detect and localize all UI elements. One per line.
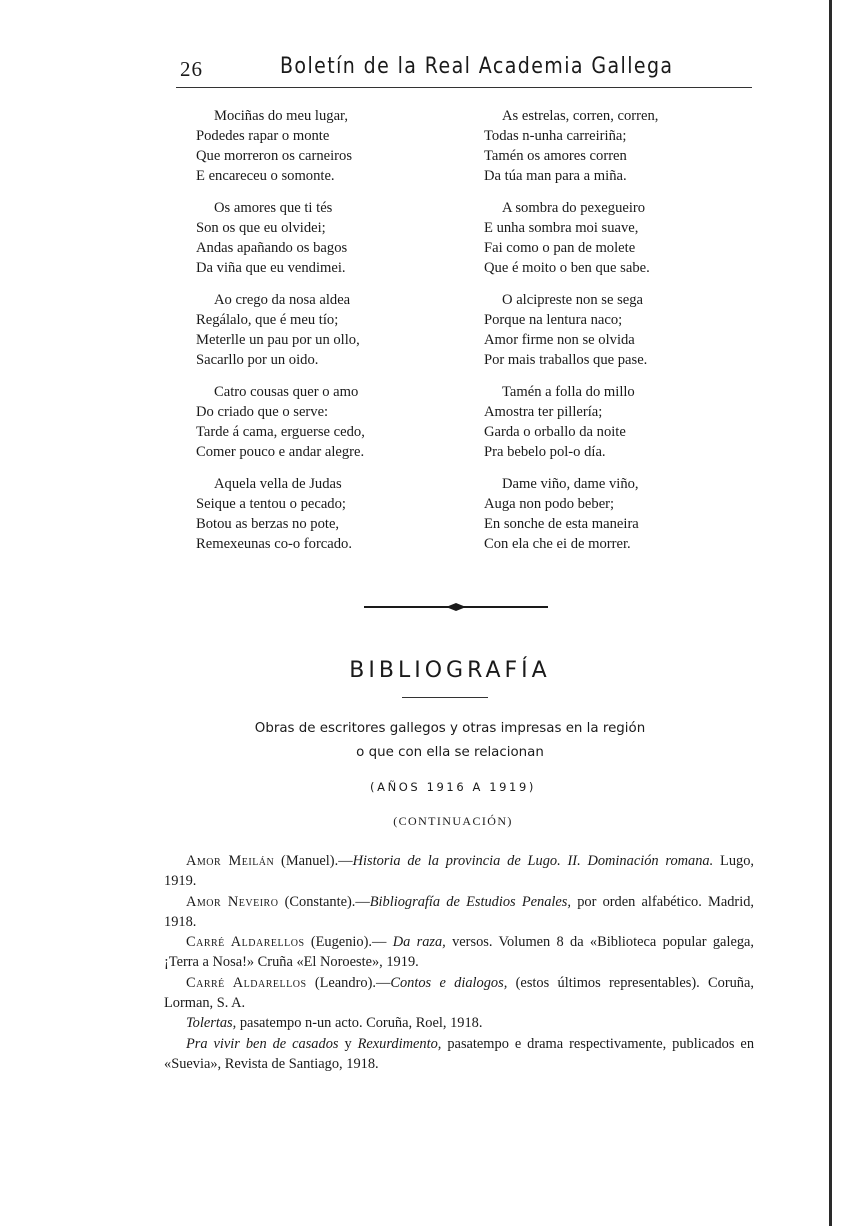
poem-column-left [196,106,446,566]
poem-line: Mociñas do meu lugar, [214,108,348,124]
poem-stanza [484,382,734,462]
entry-author-forename: (Eugenio).— [304,934,393,951]
header-rule [176,87,752,88]
poem-stanza [196,290,446,370]
continuation-label: (CONTINUACIÓN) [393,814,513,828]
poem-line: Da viña que eu vendimei. [196,260,346,276]
poem-stanza [196,382,446,462]
bibliography-entry [164,973,754,1014]
poem-line: Auga non podo beber; [484,496,615,512]
entry-details: (estos últimos representables). Coruña, Lorman, S. A. [164,974,754,1012]
heading-rule [402,697,488,698]
divider-diamond [446,603,466,611]
poem-line: En sonche de esta maneira [484,516,639,532]
poem-line: O alcipreste non se sega [502,292,644,308]
poem-line: Seique a tentou o pecado; [196,496,346,512]
bibliography-entry [164,1034,754,1075]
poem-line: Tamén os amores corren [484,148,627,164]
entry-title: Contos e dialogos, [390,974,508,991]
years-range: (AÑOS 1916 A 1919) [370,780,536,794]
poem-line: Da túa man para a miña. [484,168,627,184]
entry-details: versos. Volumen 8 da «Biblioteca popular galega, ¡Terra a Nosa!» Cruña «El Noroeste», 1919. [164,934,755,971]
entry-details: por orden alfabético. Madrid, 1918. [164,893,754,930]
running-header [176,55,756,89]
section-divider-ornament [364,603,548,611]
poem-line: Catro cousas quer o amo [214,384,359,400]
entry-title: Bibliografía de Estudios Penales, [369,893,571,910]
entry-author-forename: (Manuel).— [274,853,353,869]
poem-line: Tamén a folla do millo [502,384,635,400]
poem-column-right [484,106,734,566]
section-heading: BIBLIOGRAFÍA [349,658,551,683]
poem-line: Tarde á cama, erguerse cedo, [196,424,365,440]
entry-author: Carré Aldarellos [186,934,305,951]
poem-line: Aquela vella de Judas [214,476,342,492]
poem-line: Amor firme non se olvida [484,332,635,348]
poem-line: Que é moito o ben que sabe. [484,260,650,276]
poem-line: Todas n-unha carreiriña; [484,128,627,144]
poem-line: Podedes rapar o monte [196,128,330,144]
page-edge-line [829,0,832,1226]
entry-author-forename: (Leandro).— [306,974,391,991]
bibliography-entries [164,851,754,1074]
poem-stanza [484,198,734,278]
poem-line: As estrelas, corren, corren, [502,108,659,124]
poem-stanza [196,474,446,554]
entry-title: Da raza, [392,934,446,951]
entry-conjunction: y [338,1035,358,1052]
poem-line: Pra bebelo pol-o día. [484,444,606,460]
poem-line: Que morreron os carneiros [196,148,353,164]
bibliography-entry [164,932,754,973]
poem-line: Dame viño, dame viño, [502,476,639,492]
poem-line: E encareceu o somonte. [196,168,335,184]
poem-line: Comer pouco e andar alegre. [196,444,365,460]
poem-line: E unha sombra moi suave, [484,220,639,236]
poem-line: Porque na lentura naco; [484,312,623,328]
entry-title: Historia de la provincia de Lugo. II. Dominación romana. [352,853,714,869]
poem-line: Sacarllo por un oido. [196,352,319,368]
poem-line: Garda o orballo da noite [484,424,626,440]
bibliography-entry [164,851,754,892]
poem-line: Fai como o pan de molete [484,240,636,256]
poem-line: Andas apañando os bagos [196,240,348,256]
entry-details: pasatempo n-un acto. Coruña, Roel, 1918. [236,1015,483,1032]
entry-title: Tolertas, [186,1015,237,1032]
entry-details: Lugo, 1919. [164,853,754,890]
bibliography-entry [164,1013,754,1033]
journal-title: Boletín de la Real Academia Gallega [280,53,674,79]
poem-stanza [484,106,734,186]
poem-line: A sombra do pexegueiro [502,200,646,216]
bibliography-entry [164,892,754,933]
poem-line: Son os que eu olvidei; [196,220,326,236]
section-subtitle-line2: o que con ella se relacionan [356,745,544,760]
poem-line: Regálalo, que é meu tío; [196,312,339,328]
poem-line: Amostra ter pillería; [484,404,603,420]
entry-details: pasatempo e drama respectivamente, publicados en «Suevia», Revista de Santiago, 1918. [164,1035,755,1072]
entry-author: Amor Neveiro [186,893,279,910]
poem-line: Do criado que o serve: [196,404,329,420]
entry-author: Amor Meilán [186,853,275,869]
poem-stanza [484,474,734,554]
poem-line: Meterlle un pau por un ollo, [196,332,360,348]
poem-stanza [196,198,446,278]
entry-author-forename: (Constante).— [278,893,370,910]
entry-author: Carré Aldarellos [186,974,307,991]
section-subtitle-line1: Obras de escritores gallegos y otras impresas en la región [254,721,646,736]
poem-line: Os amores que ti tés [214,200,333,216]
poem-line: Ao crego da nosa aldea [214,292,351,308]
poem-line: Con ela che ei de morrer. [484,536,631,552]
poem-line: Remexeunas co-o forcado. [196,536,353,552]
poem-stanza [484,290,734,370]
entry-title: Pra vivir ben de casados [186,1035,339,1052]
poem-stanza [196,106,446,186]
poem-line: Botou as berzas no pote, [196,516,340,532]
poem-line: Por mais traballos que pase. [484,352,648,368]
page-number: 26 [180,57,203,81]
entry-title-second: Rexurdimento, [357,1035,442,1052]
